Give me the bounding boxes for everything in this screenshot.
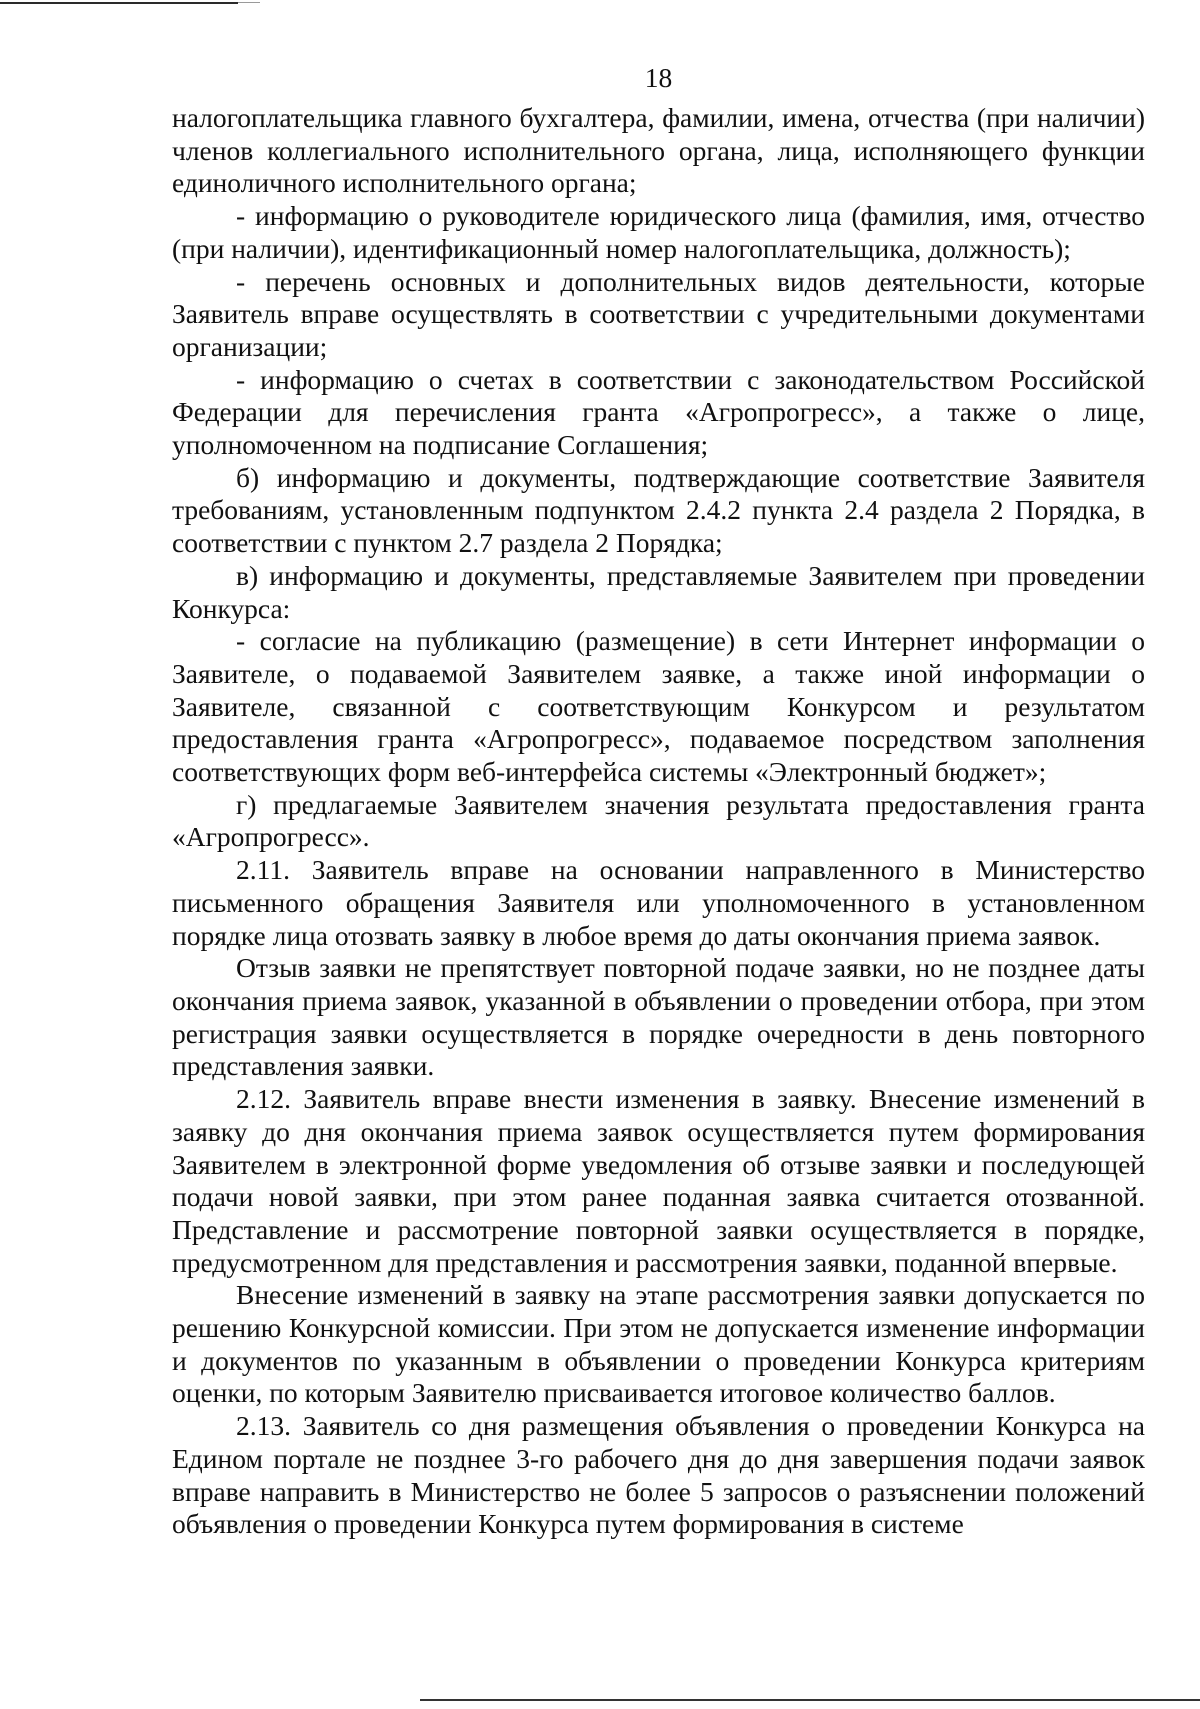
paragraph-6: в) информацию и документы, представляемые Заявителем при проведении Конкурса: [172, 559, 1145, 624]
paragraph-10: Отзыв заявки не препятствует повторной подаче заявки, но не позднее даты окончания приема заявок, указанной в объявлении о проведении отбора, при этом регистрация заявки осуществляется в порядке очередности в день повторного представления заявки. [172, 952, 1145, 1082]
paragraph-12: Внесение изменений в заявку на этапе рассмотрения заявки допускается по решению Конкурсной комиссии. При этом не допускается изменение информации и документов по указанным в объявлении о проведении Конкурса критериям оценки, по которым Заявителю присваивается итоговое количество баллов. [172, 1279, 1145, 1409]
paragraph-4: - информацию о счетах в соответствии с законодательством Российской Федерации для перечисления гранта «Агропрогресс», а также о лице, уполномоченном на подписание Соглашения; [172, 363, 1145, 461]
scan-edge-bottom [420, 1699, 1200, 1701]
paragraph-5: б) информацию и документы, подтверждающие соответствие Заявителя требованиям, установленным подпунктом 2.4.2 пункта 2.4 раздела 2 Порядка, в соответствии с пунктом 2.7 раздела 2 Порядка; [172, 461, 1145, 559]
page-number: 18 [644, 62, 673, 93]
scan-edge-top [0, 2, 238, 4]
paragraph-8: г) предлагаемые Заявителем значения результата предоставления гранта «Агропрогресс». [172, 788, 1145, 853]
paragraph-13: 2.13. Заявитель со дня размещения объявления о проведении Конкурса на Едином портале не позднее 3-го рабочего дня до дня завершения подачи заявок вправе направить в Министерство не более 5 запросов о разъяснении положений объявления о проведении Конкурса путем формирования в системе [172, 1410, 1145, 1540]
paragraph-1: налогоплательщика главного бухгалтера, фамилии, имена, отчества (при наличии) членов коллегиального исполнительного органа, лица, исполняющего функции единоличного исполнительного органа; [172, 102, 1145, 199]
paragraph-2: - информацию о руководителе юридического лица (фамилия, имя, отчество (при наличии), идентификационный номер налогоплательщика, должность); [172, 200, 1145, 264]
scan-edge-top-faint [238, 2, 260, 3]
paragraph-9: 2.11. Заявитель вправе на основании направленного в Министерство письменного обращения Заявителя или уполномоченного в установленном порядке лица отозвать заявку в любое время до даты окончания приема заявок. [172, 854, 1145, 951]
document-page [172, 62, 1145, 1541]
paragraph-11: 2.12. Заявитель вправе внести изменения в заявку. Внесение изменений в заявку до дня окончания приема заявок осуществляется путем формирования Заявителем в электронной форме уведомления об отзыве заявки и последующей подачи новой заявки, при этом ранее поданная заявка считается отозванной. Представление и рассмотрение повторной заявки осуществляется в порядке, предусмотренном для представления и рассмотрения заявки, поданной впервые. [172, 1083, 1145, 1278]
paragraph-7: - согласие на публикацию (размещение) в сети Интернет информации о Заявителе, о подаваемой Заявителем заявке, а также иной информации о Заявителе, связанной с соответствующим Конкурсом и результатом предоставления гранта «Агропрогресс», подаваемое посредством заполнения соответствующих форм веб-интерфейса системы «Электронный бюджет»; [172, 625, 1145, 788]
paragraph-3: - перечень основных и дополнительных видов деятельности, которые Заявитель вправе осуществлять в соответствии с учредительными документами организации; [172, 265, 1145, 362]
